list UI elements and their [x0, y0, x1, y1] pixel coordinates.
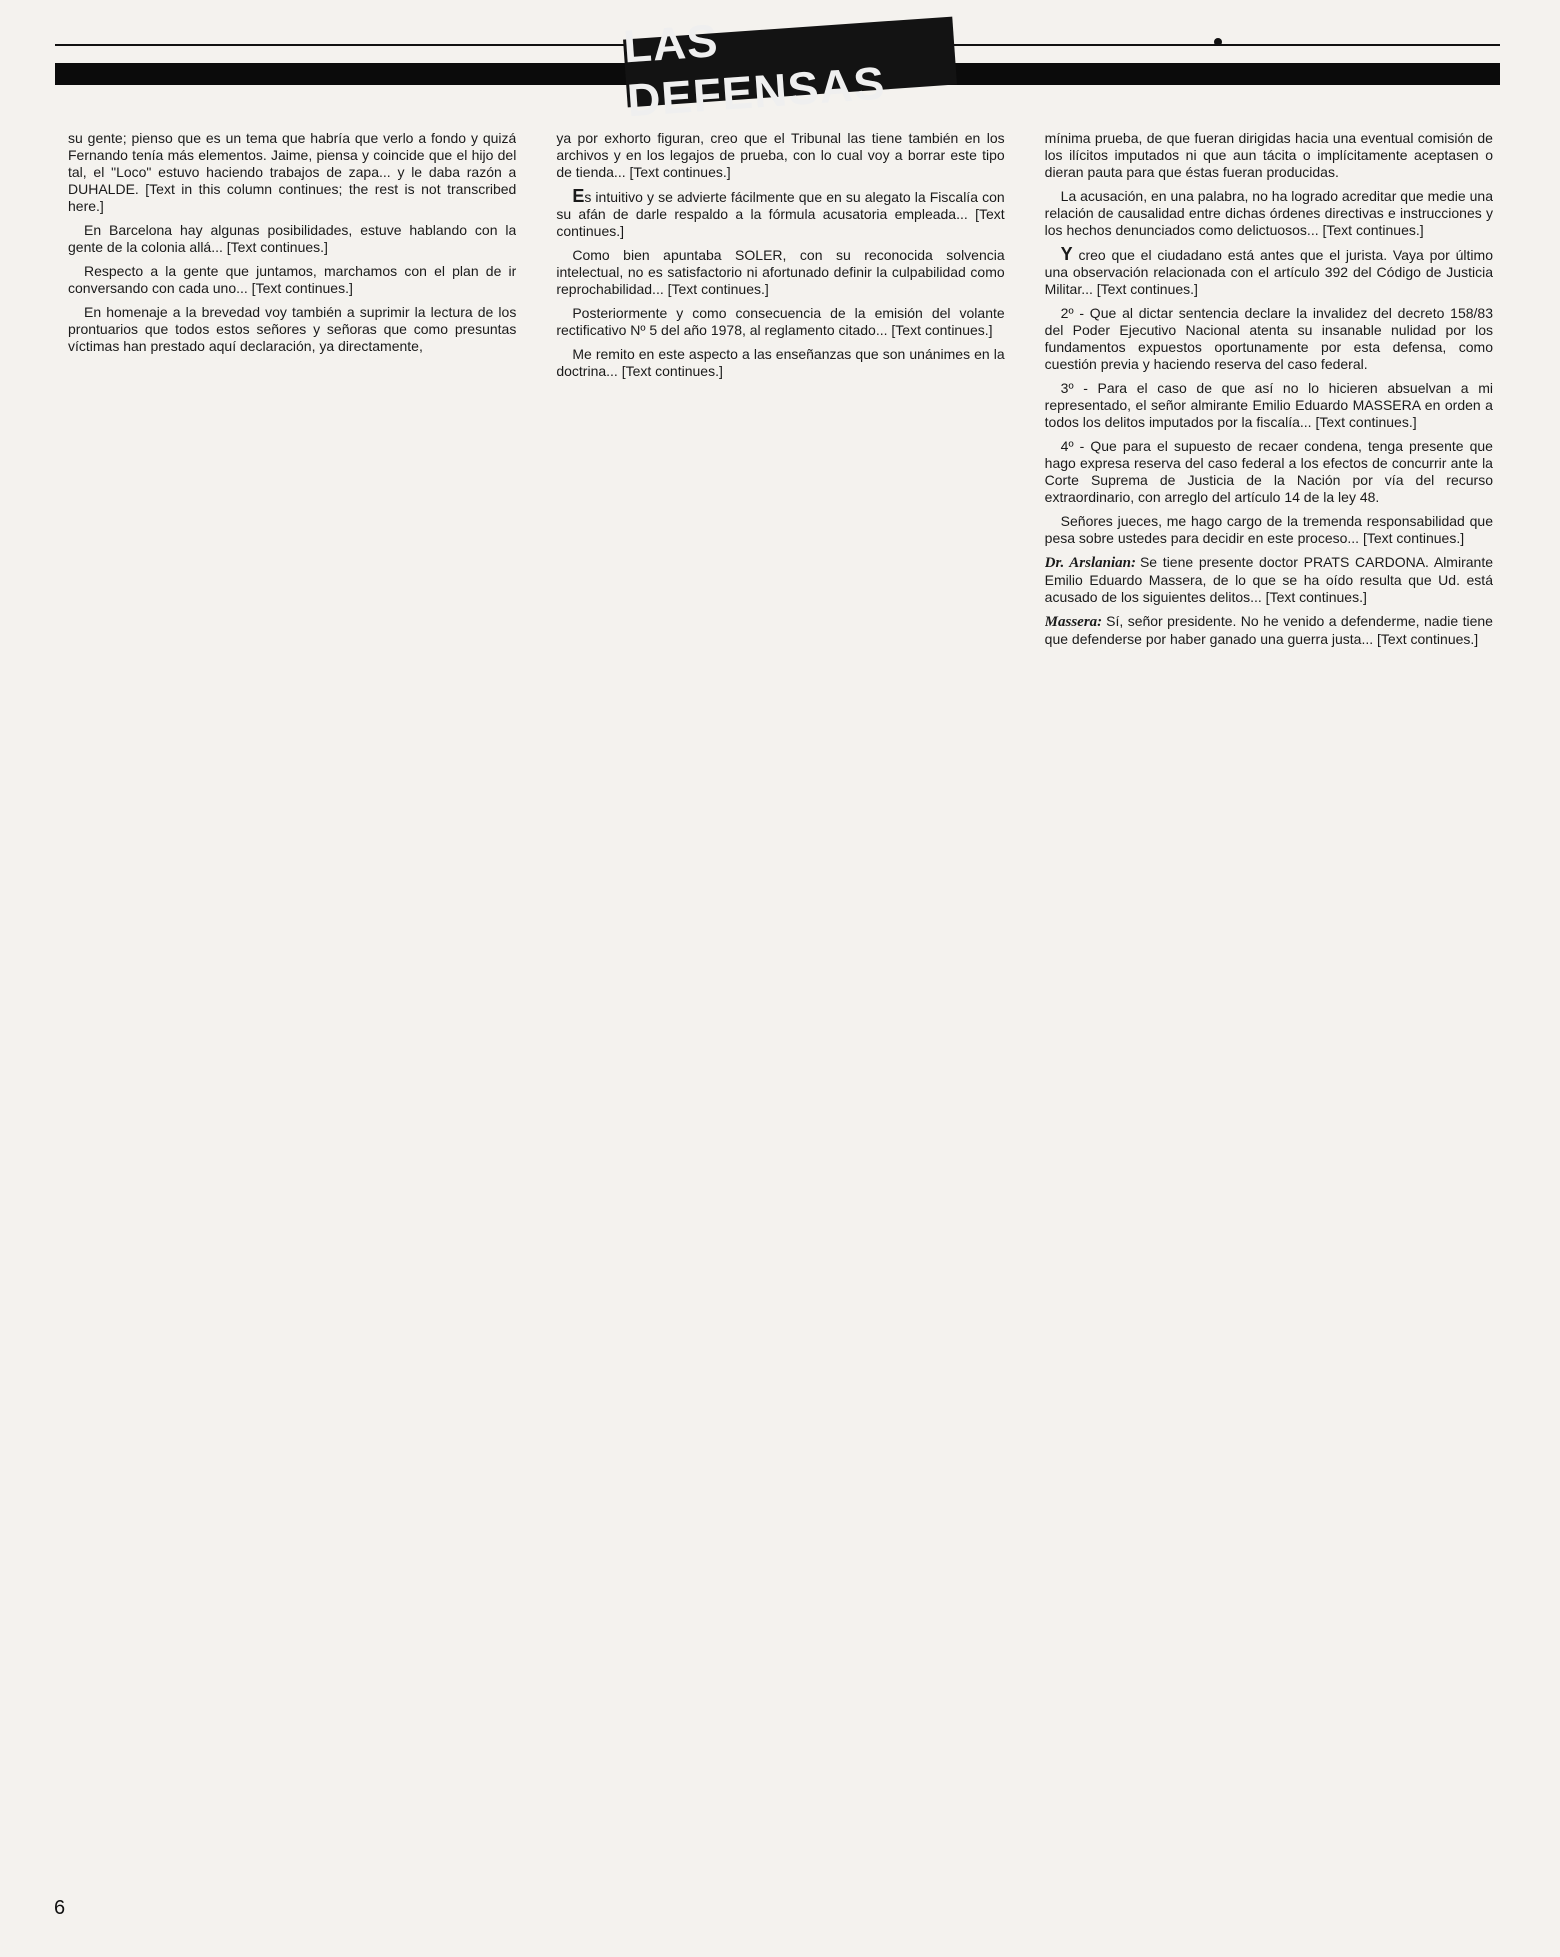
paragraph: Es intuitivo y se advierte fácilmente que en su alegato la Fiscalía con su afán de darle respaldo a la fórmula acusatoria empleada... [Text continues.] [556, 186, 1005, 239]
paragraph: 4º - Que para el supuesto de recaer condena, tenga presente que hago expresa reserva del caso federal a los efectos de concurrir ante la Corte Suprema de Justicia de la Nación por vía del recurso extraordinario, con arreglo del artículo 14 de la ley 48. [1044, 438, 1493, 505]
dialogue-entry [1045, 613, 1493, 648]
speaker-label: Massera: [1044, 614, 1103, 630]
article-body [68, 130, 1493, 1870]
paragraph: Y creo que el ciudadano está antes que el jurista. Vaya por último una observación relacionada con el artículo 392 del Código de Justicia Militar... [Text continues.] [1044, 244, 1493, 297]
paragraph: Señores jueces, me hago cargo de la tremenda responsabilidad que pesa sobre ustedes para decidir en este proceso... [Text continues.] [1044, 513, 1493, 546]
dialogue-text: Se tiene presente doctor PRATS CARDONA. Almirante Emilio Eduardo Massera, de lo que se ha oído resulta que Ud. está acusado de los siguientes delitos... [Text continues.] [1044, 554, 1493, 605]
page-number: 6 [54, 1897, 66, 1919]
paragraph: Como bien apuntaba SOLER, con su reconocida solvencia intelectual, no es satisfactorio ni afortunado definir la culpabilidad como reprochabilidad... [Text continues.] [556, 247, 1005, 297]
paragraph: mínima prueba, de que fueran dirigidas hacia una eventual comisión de los ilícitos imputados ni que aun tácita o implícitamente aceptasen o dieran pauta para que éstas fueran producidas. [1044, 130, 1493, 180]
column-1 [68, 130, 516, 1870]
speaker-label: Dr. Arslanian: [1044, 555, 1136, 571]
paragraph: En homenaje a la brevedad voy también a suprimir la lectura de los prontuarios que todos estos señores y señoras que como presuntas víctimas han prestado aquí declaración, ya directamente, [68, 304, 517, 354]
paragraph: Me remito en este aspecto a las enseñanzas que son unánimes en la doctrina... [Text continues.] [556, 346, 1005, 379]
paragraph: La acusación, en una palabra, no ha logrado acreditar que medie una relación de causalidad entre dichas órdenes directivas e instrucciones y los hechos denunciados como delictuosos... [Text continues.] [1044, 188, 1493, 238]
section-tab [621, 14, 957, 127]
paragraph: 2º - Que al dictar sentencia declare la invalidez del decreto 158/83 del Poder Ejecutivo Nacional atenta su insanable nulidad por los fundamentos expuestos oportunamente por esta defensa, como cuestión previa y haciendo reserva del caso federal. [1044, 305, 1493, 372]
paragraph: Respecto a la gente que juntamos, marchamos con el plan de ir conversando con cada uno... [Text continues.] [68, 263, 517, 296]
paragraph: Posteriormente y como consecuencia de la emisión del volante rectificativo Nº 5 del año 1978, al reglamento citado... [Text continues.] [556, 305, 1005, 338]
dialogue-text: Sí, señor presidente. No he venido a defenderme, nadie tiene que defenderse por haber ganado una guerra justa... [Text continues.] [1044, 613, 1493, 647]
paragraph: 3º - Para el caso de que así no lo hicieren absuelvan a mi representado, el señor almirante Emilio Eduardo MASSERA en orden a todos los delitos imputados por la fiscalía... [Text continues.] [1044, 380, 1493, 430]
column-3 [1045, 130, 1493, 1870]
dialogue-entry [1045, 554, 1493, 606]
paragraph: ya por exhorto figuran, creo que el Tribunal las tiene también en los archivos y en los legajos de prueba, con lo cual voy a borrar este tipo de tienda... [Text continues.] [556, 130, 1005, 180]
section-title: LAS DEFENSAS [621, 14, 887, 127]
column-2 [556, 130, 1004, 1870]
header-dot [1214, 38, 1222, 46]
paragraph: su gente; pienso que es un tema que habría que verlo a fondo y quizá Fernando tenía más elementos. Jaime, piensa y coincide que el hijo del tal, el "Loco" estuvo haciendo trabajos de zapa... y le daba razón a DUHALDE. [Text in this column continues; the rest is not transcribed here.] [68, 130, 517, 214]
paragraph: En Barcelona hay algunas posibilidades, estuve hablando con la gente de la colonia allá... [Text continues.] [68, 222, 517, 255]
